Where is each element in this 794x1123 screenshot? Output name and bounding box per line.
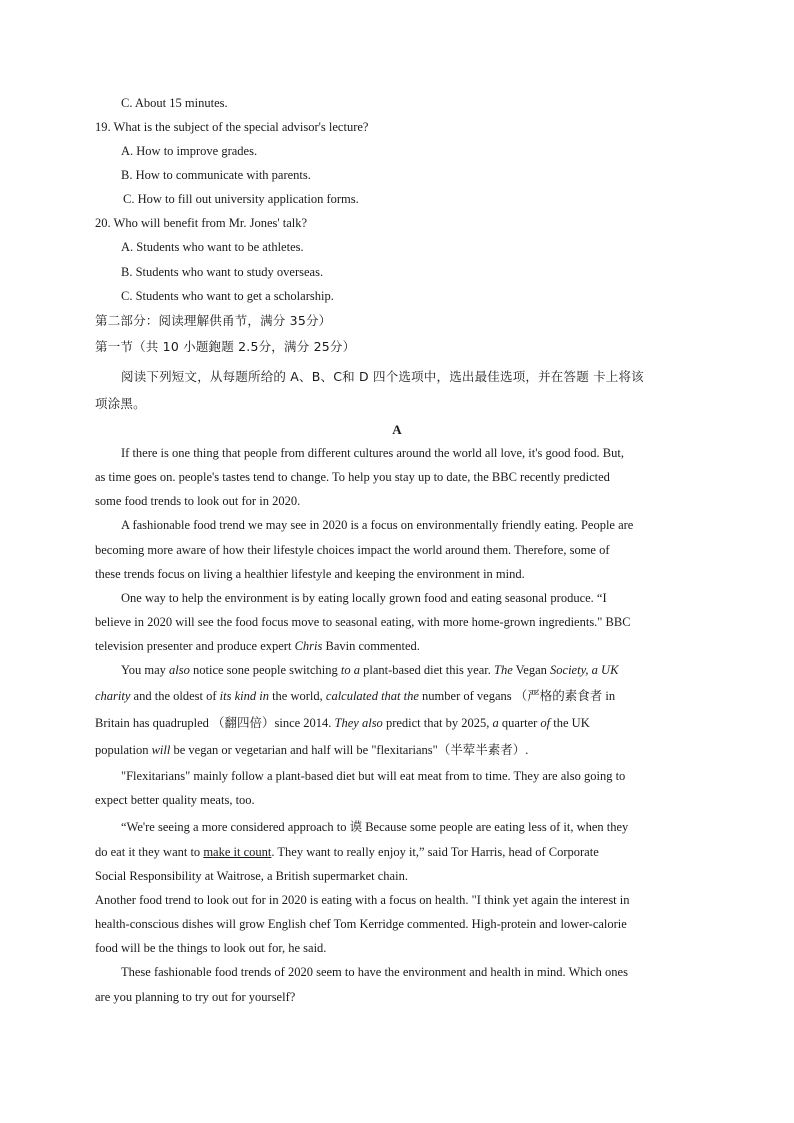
p7-line3: food will be the things to look out for, he said. — [95, 941, 327, 955]
p7-line2: health-conscious dishes will grow English chef Tom Kerridge commented. High-protein and lower-calorie — [95, 917, 627, 931]
p1-line2: as time goes on. people's tastes tend to change. To help you stay up to date, the BBC recently predicted — [95, 470, 610, 484]
p4-l3-s0: Britain has quadrupled （翻四倍）since 2014. — [95, 716, 335, 730]
p4-l3-s4: quarter — [498, 716, 541, 730]
p1-line3: some food trends to look out for in 2020. — [95, 494, 301, 508]
p2-line1: A fashionable food trend we may see in 2020 is a focus on environmentally friendly eating. People are — [121, 518, 634, 532]
p4-l1-s7: Society, a UK — [550, 663, 619, 677]
p4-l4-s1: will — [151, 743, 171, 757]
p4-l4-s0: population — [95, 743, 152, 757]
p4-l1-s0: You may — [121, 663, 170, 677]
p4-l3-s1: They also — [334, 716, 383, 730]
p4-l2-s3: the world, — [268, 689, 326, 703]
p2-line3: these trends focus on living a healthier lifestyle and keeping the environment in mind. — [95, 567, 525, 581]
q19-option-c: C. How to fill out university application forms. — [123, 192, 359, 206]
p4-l4-s2: be vegan or vegetarian and half will be "flexitarians"（半荤半素者）. — [170, 743, 529, 757]
instructions-line2: 项涂黑。 — [95, 396, 146, 411]
p4-l2-s4: calculated that the — [325, 689, 419, 703]
p6-line1: “We're seeing a more considered approach to 谟 Because some people are eating less of it, when they — [121, 820, 629, 834]
p4-l1-s4: plant-based diet this year. — [360, 663, 495, 677]
p6-line3: Social Responsibility at Waitrose, a British supermarket chain. — [95, 869, 408, 883]
q20-option-b: B. Students who want to study overseas. — [121, 265, 324, 279]
p4-l1-s3: to a — [340, 663, 361, 677]
q20-stem: 20. Who will benefit from Mr. Jones' talk? — [95, 216, 308, 230]
p6-l2-pre: do eat it they want to — [95, 845, 204, 859]
p5-line1: "Flexitarians" mainly follow a plant-based diet but will eat meat from to time. They are also going to — [121, 769, 626, 783]
p7-line1: Another food trend to look out for in 2020 is eating with a focus on health. "I think yet again the interest in — [95, 893, 630, 907]
instructions-line1: 阅读下列短文，从每题所给的 A、B、C和 D 四个选项中，选出最佳选项，并在答题 卡上将该 — [121, 369, 644, 384]
q19-option-a: A. How to improve grades. — [121, 144, 258, 158]
p4-l3-s6: the UK — [550, 716, 590, 730]
p3-line3 — [95, 638, 420, 654]
p6-l2-post: . They want to really enjoy it,” said Tor Harris, head of Corporate — [271, 845, 599, 859]
p3-l3-pre: television presenter and produce expert — [95, 639, 295, 653]
p4-l1-s6: Vegan — [512, 663, 551, 677]
q18-option-c: C. About 15 minutes. — [121, 96, 228, 110]
p6-line2 — [95, 844, 599, 860]
p4-l3-s3: a — [492, 716, 499, 730]
passage-title: A — [392, 422, 402, 437]
part2-heading: 第二部分：阅读理解供甬节，满分 35分） — [95, 313, 332, 328]
p4-l2-s1: and the oldest of — [130, 689, 220, 703]
p4-l3-s2: predict that by 2025, — [382, 716, 493, 730]
q20-option-a: A. Students who want to be athletes. — [121, 240, 304, 254]
p4-l2-s0: charity — [95, 689, 131, 703]
p8-line2: are you planning to try out for yourself? — [95, 990, 296, 1004]
p5-line2: expect better quality meats, too. — [95, 793, 255, 807]
section1-heading: 第一节（共 10 小题鉋题 2.5分，满分 25分） — [95, 339, 356, 354]
p4-l2-s5: number of vegans （严格的素食者 in — [418, 689, 616, 703]
p4-l1-s5: The — [494, 663, 513, 677]
q20-option-c: C. Students who want to get a scholarship. — [121, 289, 334, 303]
p4-line1 — [121, 662, 618, 678]
p1-line1: If there is one thing that people from different cultures around the world all love, it's good food. But, — [121, 446, 624, 460]
q19-option-b: B. How to communicate with parents. — [121, 168, 311, 182]
p4-l1-s1: also — [169, 663, 190, 677]
p4-line3 — [95, 715, 590, 731]
p3-l3-name: Chris — [294, 639, 323, 653]
p3-l3-post: Bavin commented. — [322, 639, 420, 653]
p3-line2: believe in 2020 will see the food focus move to seasonal eating, with more home-grown ingredients." BBC — [95, 615, 631, 629]
p2-line2: becoming more aware of how their lifestyle choices impact the world around them. Therefore, some of — [95, 543, 610, 557]
p4-l3-s5: of — [540, 716, 551, 730]
p8-line1: These fashionable food trends of 2020 seem to have the environment and health in mind. Which ones — [121, 965, 628, 979]
q19-stem: 19. What is the subject of the special advisor's lecture? — [95, 120, 369, 134]
p3-line1: One way to help the environment is by eating locally grown food and eating seasonal produce. “I — [121, 591, 607, 605]
p4-l2-s2: its kind in — [219, 689, 269, 703]
p6-l2-underlined: make it count — [203, 845, 272, 859]
p4-line2 — [95, 688, 615, 704]
p4-l1-s2: notice sone people switching — [189, 663, 341, 677]
p4-line4 — [95, 742, 528, 758]
